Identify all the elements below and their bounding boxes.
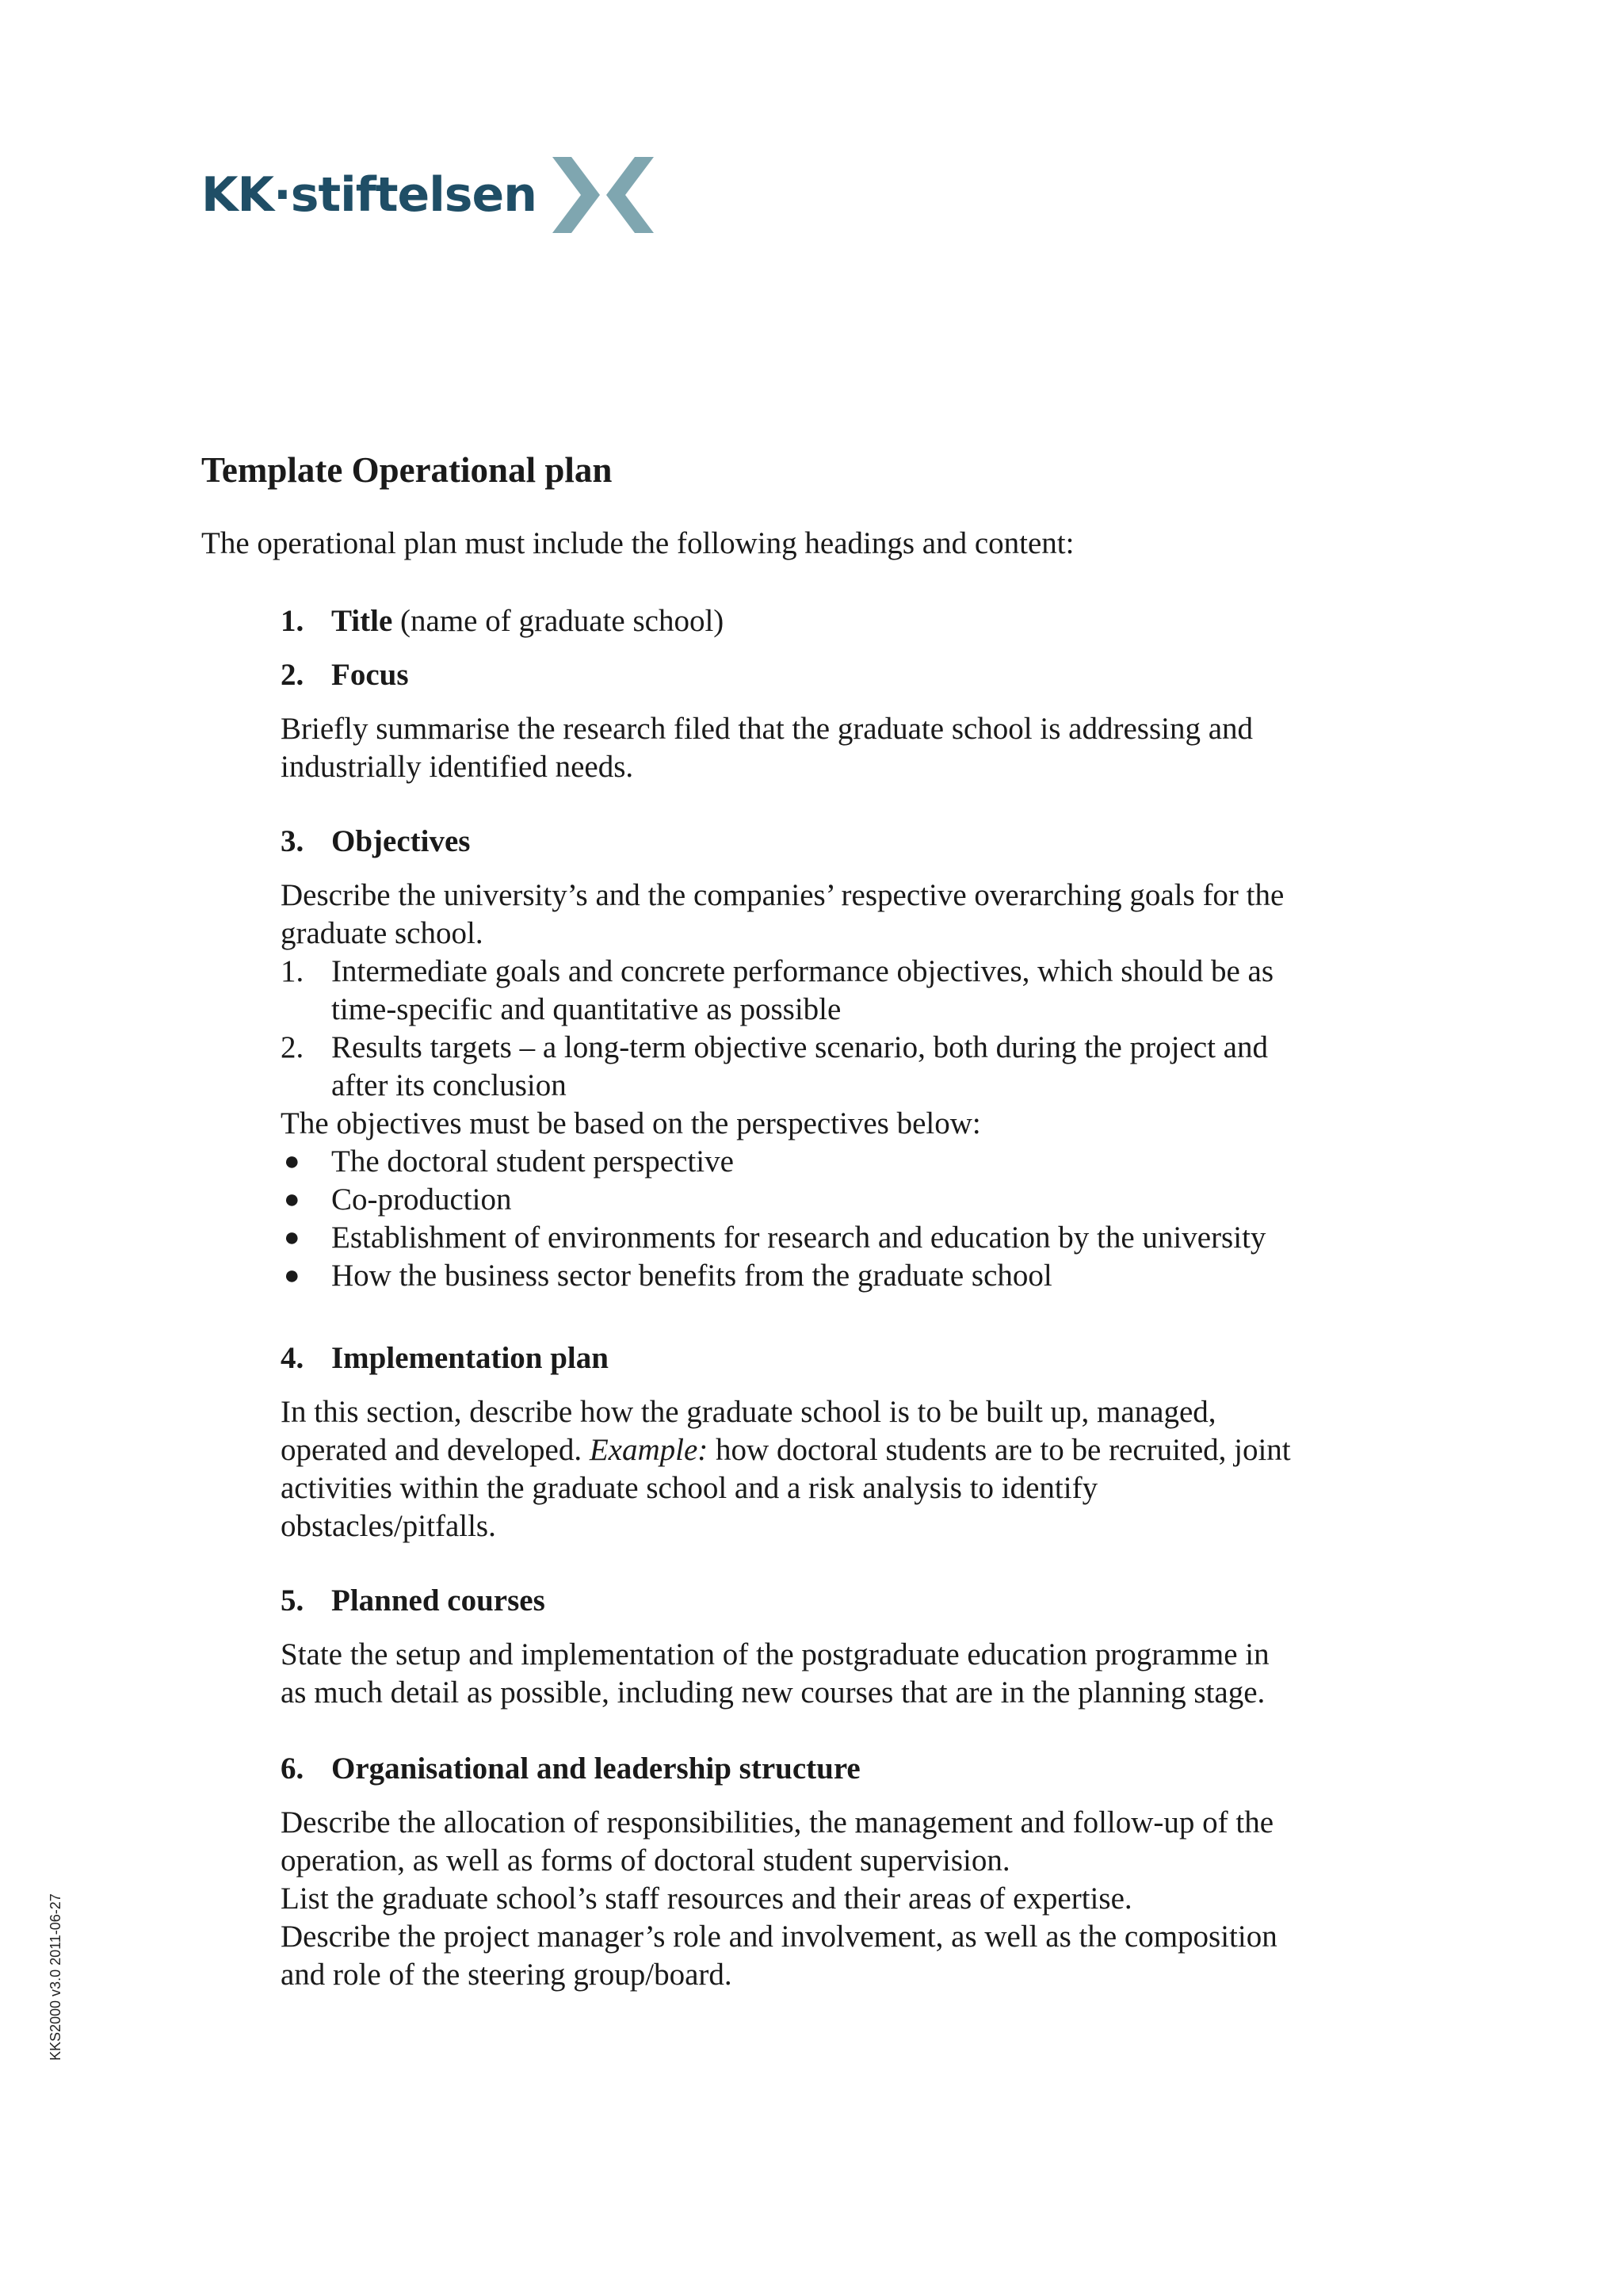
list-item bbox=[281, 1181, 1430, 1219]
body-line bbox=[281, 1431, 1430, 1469]
section-label: Title bbox=[331, 604, 393, 638]
section-heading bbox=[281, 656, 1430, 694]
section-label: Implementation plan bbox=[331, 1341, 609, 1375]
body-line: industrially identified needs. bbox=[281, 750, 634, 784]
list-line: The doctoral student perspective bbox=[331, 1144, 734, 1179]
objectives-ordered-list bbox=[281, 953, 1430, 1105]
list-line: Results targets – a long-term objective scenario, both during the project and bbox=[331, 1030, 1268, 1064]
section-number: 2. bbox=[281, 658, 304, 692]
bullet-icon: ● bbox=[284, 1185, 300, 1214]
section-number: 6. bbox=[281, 1752, 304, 1786]
section-label: Objectives bbox=[331, 824, 471, 858]
list-item bbox=[281, 1257, 1430, 1295]
document-title: Template Operational plan bbox=[201, 450, 613, 490]
body-text: operated and developed. bbox=[281, 1433, 590, 1467]
body-line: State the setup and implementation of the postgraduate education programme in bbox=[281, 1637, 1270, 1671]
section-heading bbox=[281, 823, 1430, 861]
section-number: 3. bbox=[281, 824, 304, 858]
body-line: obstacles/pitfalls. bbox=[281, 1509, 496, 1543]
list-line: How the business sector benefits from the graduate school bbox=[331, 1259, 1052, 1293]
logo-chevrons-icon bbox=[548, 154, 659, 236]
body-line: The objectives must be based on the perspectives below: bbox=[281, 1106, 981, 1140]
body-line: Describe the allocation of responsibilities, the management and follow-up of the bbox=[281, 1805, 1274, 1839]
bullet-icon: ● bbox=[284, 1261, 300, 1290]
list-item bbox=[281, 953, 1430, 1029]
section-number: 1. bbox=[281, 604, 304, 638]
body-line: activities within the graduate school and a risk analysis to identify bbox=[281, 1471, 1098, 1505]
list-line: Co-production bbox=[331, 1182, 512, 1217]
document-version-stamp: KKS2000 v3.0 2011-06-27 bbox=[48, 1893, 63, 2061]
perspectives-bullet-list bbox=[281, 1143, 1430, 1295]
section-heading bbox=[281, 1339, 1430, 1377]
body-line: as much detail as possible, including new courses that are in the planning stage. bbox=[281, 1675, 1266, 1710]
body-text: how doctoral students are to be recruited, joint bbox=[708, 1433, 1291, 1467]
section-body bbox=[281, 710, 1430, 786]
body-line: and role of the steering group/board. bbox=[281, 1958, 732, 1992]
section-body bbox=[281, 877, 1430, 953]
list-item bbox=[281, 1029, 1430, 1105]
section-number: 4. bbox=[281, 1341, 304, 1375]
section-body bbox=[281, 1636, 1430, 1712]
body-line: Describe the university’s and the companies’ respective overarching goals for the bbox=[281, 878, 1285, 912]
section-label: Planned courses bbox=[331, 1584, 545, 1618]
section-heading bbox=[281, 1582, 1430, 1620]
list-line: after its conclusion bbox=[331, 1068, 567, 1102]
list-line: Intermediate goals and concrete performance objectives, which should be as bbox=[331, 954, 1274, 988]
section-label: Focus bbox=[331, 658, 409, 692]
section-planned-courses bbox=[281, 1582, 1430, 1712]
body-line: Describe the project manager’s role and involvement, as well as the composition bbox=[281, 1920, 1277, 1954]
example-emphasis: Example: bbox=[589, 1433, 708, 1467]
section-organisational-structure bbox=[281, 1750, 1430, 1994]
list-item bbox=[281, 1143, 1430, 1181]
body-line: In this section, describe how the graduate school is to be built up, managed, bbox=[281, 1395, 1216, 1429]
body-line: graduate school. bbox=[281, 916, 483, 950]
body-line: Briefly summarise the research filed that the graduate school is addressing and bbox=[281, 712, 1254, 746]
section-body bbox=[281, 1804, 1430, 1994]
section-heading bbox=[281, 602, 1430, 640]
bullet-icon: ● bbox=[284, 1223, 300, 1252]
section-objectives bbox=[281, 823, 1430, 1295]
section-number: 5. bbox=[281, 1584, 304, 1618]
section-body bbox=[281, 1393, 1430, 1545]
section-focus bbox=[281, 656, 1430, 786]
list-marker: 2. bbox=[281, 1030, 304, 1064]
section-heading bbox=[281, 1750, 1430, 1788]
body-line: operation, as well as forms of doctoral student supervision. bbox=[281, 1843, 1010, 1878]
section-implementation-plan bbox=[281, 1339, 1430, 1545]
section-label: Organisational and leadership structure bbox=[331, 1752, 861, 1786]
kk-stiftelsen-logo bbox=[201, 152, 659, 238]
intro-text: The operational plan must include the following headings and content: bbox=[201, 526, 1075, 560]
section-title bbox=[281, 602, 1430, 640]
list-marker: 1. bbox=[281, 954, 304, 988]
list-line: time-specific and quantitative as possible bbox=[331, 992, 842, 1026]
section-body bbox=[281, 1105, 1430, 1143]
logo-wordmark: KK·stiftelsen bbox=[201, 167, 537, 223]
body-line: List the graduate school’s staff resources and their areas of expertise. bbox=[281, 1881, 1132, 1916]
list-line: Establishment of environments for research and education by the university bbox=[331, 1221, 1266, 1255]
list-item bbox=[281, 1219, 1430, 1257]
bullet-icon: ● bbox=[284, 1147, 300, 1176]
section-note: (name of graduate school) bbox=[392, 604, 724, 638]
